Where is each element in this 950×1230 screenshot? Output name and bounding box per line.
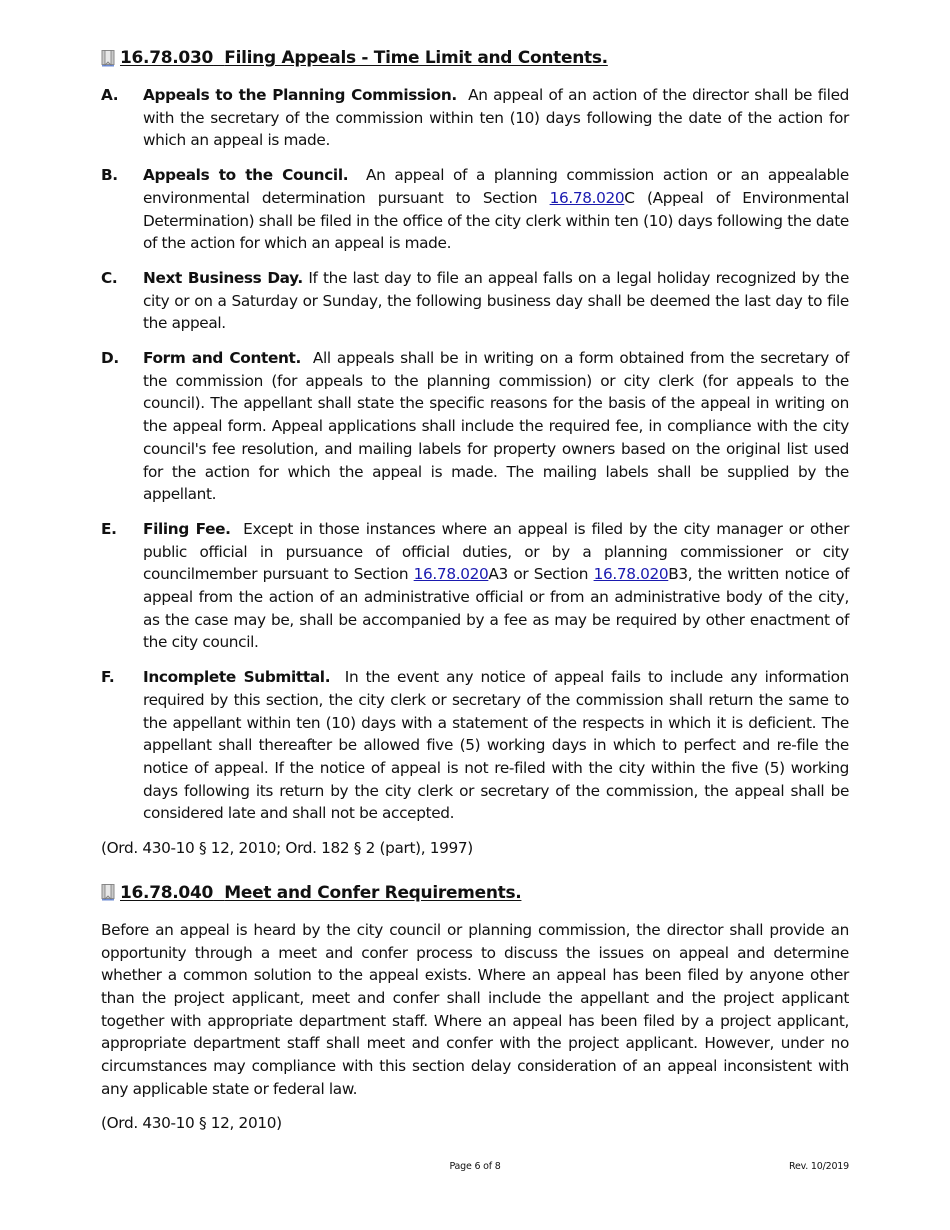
bookmark-icon[interactable] bbox=[101, 50, 116, 67]
item-title: Incomplete Submittal. bbox=[143, 668, 331, 687]
section-body: Before an appeal is heard by the city council or planning commission, the director shall provide an opportunity through a meet and confer process to discuss the issues on appeal and determine whether a common solution to the appeal exists. Where an appeal has been filed by anyone other than the project applicant, meet and confer shall include the appellant and the project applicant together with appropriate department staff. Where an appeal has been filed by a project applicant, appropriate department staff shall meet and confer with the project applicant. However, under no circumstances may compliance with this section delay consideration of an appeal inconsistent with any applicable state or federal law. bbox=[101, 920, 849, 1098]
item-text: C (Appeal of Environmental Determination) shall be filed in the office of the city clerk within ten (10) days following the date of the action for which an appeal is made. bbox=[143, 188, 849, 253]
bookmark-icon[interactable] bbox=[101, 884, 116, 901]
list-item-f bbox=[101, 666, 849, 825]
item-text: A3 or Section bbox=[488, 565, 594, 584]
item-text: Except in those instances where an appeal is filed by the city manager or other public official in pursuance of official duties, or by a planning commissioner or city councilmember pursuant to Section bbox=[143, 519, 850, 584]
item-letter: F. bbox=[101, 668, 115, 687]
item-title: Filing Fee. bbox=[143, 519, 231, 538]
section-heading-16-78-030 bbox=[101, 48, 849, 68]
item-title: Appeals to the Council. bbox=[143, 166, 349, 185]
page-number: Page 6 of 8 bbox=[449, 1161, 501, 1172]
item-letter: E. bbox=[101, 519, 117, 538]
item-letter: D. bbox=[101, 349, 119, 368]
list-item-a bbox=[101, 84, 849, 152]
section-link-16-78-020[interactable]: 16.78.020 bbox=[413, 565, 489, 584]
section-title: 16.78.030 Filing Appeals - Time Limit and Contents. bbox=[120, 48, 608, 68]
section-title: 16.78.040 Meet and Confer Requirements. bbox=[120, 882, 522, 903]
item-text: If the last day to file an appeal falls on a legal holiday recognized by the city or on a Saturday or Sunday, the following business day shall be deemed the last day to file the appeal. bbox=[143, 268, 850, 333]
list-item-b bbox=[101, 164, 849, 255]
item-title: Next Business Day. bbox=[143, 268, 303, 287]
section-heading-16-78-040 bbox=[101, 883, 849, 903]
ordinance-history: (Ord. 430-10 § 12, 2010) bbox=[101, 1114, 282, 1133]
item-text: In the event any notice of appeal fails to include any information required by this section, the city clerk or secretary of the commission shall return the same to the appellant within ten (10) days with a statement of the respects in which it is deficient. The appellant shall thereafter be allowed five (5) working days in which to perfect and re-file the notice of appeal. If the notice of appeal is not re-filed with the city within the five (5) working days following its return by the city clerk or secretary of the commission, the appeal shall be considered late and shall not be accepted. bbox=[143, 668, 850, 823]
item-letter: C. bbox=[101, 268, 118, 287]
item-title: Appeals to the Planning Commission. bbox=[143, 86, 457, 104]
list-item-c bbox=[101, 267, 849, 335]
item-title: Form and Content. bbox=[143, 349, 301, 368]
item-text: An appeal of an action of the director shall be filed with the secretary of the commission within ten (10) days following the date of the action for which an appeal is made. bbox=[143, 86, 849, 150]
section-link-16-78-020[interactable]: 16.78.020 bbox=[549, 188, 625, 207]
item-text: B3, the written notice of appeal from the action of an administrative official or from an administrative body of the city, as the case may be, shall be accompanied by a fee as may be required by other enactment of the city council. bbox=[143, 565, 849, 652]
ordinance-history: (Ord. 430-10 § 12, 2010; Ord. 182 § 2 (part), 1997) bbox=[101, 839, 473, 858]
list-item-d bbox=[101, 347, 849, 506]
item-letter: A. bbox=[101, 86, 119, 104]
item-text: An appeal of a planning commission action or an appealable environmental determination pursuant to Section bbox=[143, 166, 849, 207]
revision-date: Rev. 10/2019 bbox=[788, 1161, 849, 1172]
section-link-16-78-020[interactable]: 16.78.020 bbox=[593, 565, 669, 584]
item-text: All appeals shall be in writing on a form obtained from the secretary of the commission (for appeals to the planning commission) or city clerk (for appeals to the council). The appellant shall state the specific reasons for the basis of the appeal in writing on the appeal form. Appeal applications shall include the required fee, in compliance with the city council's fee resolution, and mailing labels for property owners based on the original list used for the action for which the appeal is made. The mailing labels shall be supplied by the appellant. bbox=[143, 349, 849, 504]
item-letter: B. bbox=[101, 166, 118, 185]
document-content bbox=[101, 48, 849, 1135]
list-item-e bbox=[101, 518, 849, 654]
